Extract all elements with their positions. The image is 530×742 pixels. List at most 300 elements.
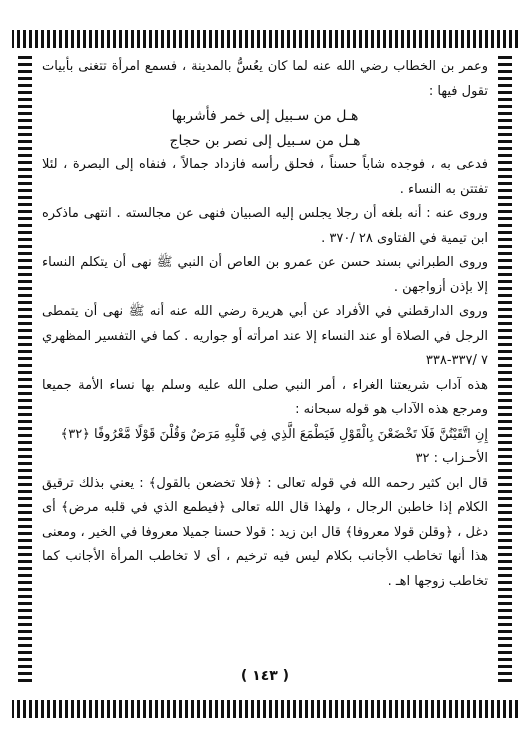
border-tick [498, 280, 512, 283]
border-tick [18, 525, 32, 528]
border-tick [18, 385, 32, 388]
border-tick [503, 30, 506, 48]
border-tick [287, 30, 290, 48]
border-tick [299, 30, 302, 48]
border-tick [293, 700, 296, 718]
border-tick [419, 700, 422, 718]
border-tick [18, 210, 32, 213]
border-tick [18, 595, 32, 598]
poem-verse-2: هـل من سـبيل إلى نصر بن حجاج [169, 132, 361, 149]
border-tick [498, 287, 512, 290]
border-tick [498, 112, 512, 115]
border-tick [461, 30, 464, 48]
border-tick [498, 343, 512, 346]
border-tick [347, 30, 350, 48]
border-tick [18, 469, 32, 472]
border-tick [323, 30, 326, 48]
border-tick [18, 511, 32, 514]
border-tick [498, 315, 512, 318]
border-tick [18, 266, 32, 269]
border-tick [89, 700, 92, 718]
border-tick [498, 532, 512, 535]
border-tick [498, 413, 512, 416]
border-tick [18, 539, 32, 542]
paragraph-ibn-taymiyya: وروى عنه : أنه بلغه أن رجلا يجلس إليه الصبيان فنهى عن مجالسته . انتهى ماذكره ابن تيمية في الفتاوى ٢٨ /٣٧٠ . [42, 206, 488, 246]
paragraph-daraqutni: وروى الدارقطني في الأفراد عن أبي هريرة رضي الله عنه أنه ﷺ نهى أن يتمطى الرجل في الصلاة أو عند النساء إلا عند امرأته أو جواريه . كما في التفسير المظهري ٧ /٣٣٧-٣٣٨ [42, 304, 488, 368]
border-tick [401, 30, 404, 48]
border-tick [18, 301, 32, 304]
border-tick [498, 658, 512, 661]
border-tick [18, 322, 32, 325]
border-tick [227, 700, 230, 718]
border-tick [498, 147, 512, 150]
border-tick [53, 700, 56, 718]
border-tick [287, 700, 290, 718]
border-tick [18, 371, 32, 374]
border-tick [47, 700, 50, 718]
border-tick [18, 238, 32, 241]
border-tick [119, 700, 122, 718]
border-tick [293, 30, 296, 48]
paragraph-adab: هذه آداب شريعتنا الغراء ، أمر النبي صلى الله عليه وسلم بها نساء الأمة جميعا ومرجع هذه الآداب هو قوله سبحانه : [42, 377, 488, 417]
border-tick [455, 30, 458, 48]
border-tick [18, 518, 32, 521]
border-tick [41, 30, 44, 48]
border-tick [503, 700, 506, 718]
border-tick [221, 30, 224, 48]
border-tick [18, 196, 32, 199]
border-tick [18, 588, 32, 591]
top-border [12, 30, 518, 48]
border-tick [18, 350, 32, 353]
border-tick [18, 189, 32, 192]
border-tick [498, 56, 512, 59]
border-tick [407, 700, 410, 718]
border-tick [498, 84, 512, 87]
border-tick [149, 30, 152, 48]
border-tick [245, 30, 248, 48]
border-tick [498, 245, 512, 248]
border-tick [498, 77, 512, 80]
border-tick [498, 581, 512, 584]
border-tick [365, 700, 368, 718]
border-tick [83, 30, 86, 48]
border-tick [18, 420, 32, 423]
border-tick [455, 700, 458, 718]
quran-verse: إِنِ اتَّقَيْتُنَّ فَلَا تَخْضَعْنَ بِالْقَوْلِ فَيَطْمَعَ الَّذِي فِي قَلْبِهِ مَرَضٌ وَقُلْنَ قَوْلًا مَّعْرُوفًا ﴿٣٢﴾ [60, 426, 488, 442]
border-tick [18, 553, 32, 556]
border-tick [389, 30, 392, 48]
border-tick [498, 308, 512, 311]
border-tick [203, 30, 206, 48]
border-tick [65, 700, 68, 718]
border-tick [23, 30, 26, 48]
border-tick [18, 84, 32, 87]
border-tick [383, 700, 386, 718]
border-tick [215, 30, 218, 48]
border-tick [498, 434, 512, 437]
border-tick [18, 602, 32, 605]
border-tick [498, 133, 512, 136]
border-tick [18, 112, 32, 115]
border-tick [498, 119, 512, 122]
border-tick [179, 700, 182, 718]
border-tick [275, 700, 278, 718]
border-tick [191, 700, 194, 718]
border-tick [498, 322, 512, 325]
border-tick [209, 700, 212, 718]
border-tick [18, 252, 32, 255]
border-tick [515, 700, 518, 718]
border-tick [179, 30, 182, 48]
border-tick [18, 658, 32, 661]
border-tick [395, 30, 398, 48]
left-border [18, 52, 32, 696]
border-tick [498, 511, 512, 514]
border-tick [377, 700, 380, 718]
border-tick [498, 224, 512, 227]
border-tick [443, 700, 446, 718]
border-tick [473, 700, 476, 718]
right-border [498, 52, 512, 696]
border-tick [18, 364, 32, 367]
border-tick [71, 30, 74, 48]
border-tick [18, 308, 32, 311]
border-tick [18, 217, 32, 220]
border-tick [498, 273, 512, 276]
border-tick [18, 413, 32, 416]
border-tick [413, 30, 416, 48]
border-tick [18, 259, 32, 262]
border-tick [18, 406, 32, 409]
border-tick [498, 350, 512, 353]
border-tick [498, 252, 512, 255]
border-tick [18, 483, 32, 486]
paragraph-umar: وعمر بن الخطاب رضي الله عنه لما كان يعُسُّ بالمدينة ، فسمع امرأة تتغنى بأبيات تقول فيها : [42, 59, 488, 99]
border-tick [18, 147, 32, 150]
border-tick [498, 175, 512, 178]
poem-verse-1: هـل من سـبيل إلى خمر فأشربها [171, 108, 359, 124]
border-tick [498, 497, 512, 500]
border-tick [498, 217, 512, 220]
border-tick [18, 119, 32, 122]
border-tick [125, 700, 128, 718]
border-tick [155, 700, 158, 718]
border-tick [17, 30, 20, 48]
page-number: ( ١٤٣ ) [240, 668, 290, 684]
border-tick [498, 371, 512, 374]
border-tick [498, 595, 512, 598]
border-tick [498, 392, 512, 395]
border-tick [498, 98, 512, 101]
border-tick [498, 539, 512, 542]
border-tick [18, 91, 32, 94]
border-tick [467, 700, 470, 718]
border-tick [498, 630, 512, 633]
border-tick [498, 182, 512, 185]
border-tick [498, 238, 512, 241]
border-tick [107, 30, 110, 48]
border-tick [18, 490, 32, 493]
border-tick [18, 126, 32, 129]
border-tick [185, 700, 188, 718]
border-tick [497, 30, 500, 48]
border-tick [498, 210, 512, 213]
border-tick [18, 567, 32, 570]
border-tick [365, 30, 368, 48]
border-tick [77, 700, 80, 718]
border-tick [498, 476, 512, 479]
border-tick [498, 196, 512, 199]
border-tick [101, 30, 104, 48]
border-tick [12, 700, 14, 718]
border-tick [515, 30, 518, 48]
border-tick [101, 700, 104, 718]
border-tick [437, 700, 440, 718]
border-tick [498, 448, 512, 451]
border-tick [299, 700, 302, 718]
border-tick [317, 700, 320, 718]
border-tick [18, 273, 32, 276]
border-tick [443, 30, 446, 48]
border-tick [425, 30, 428, 48]
border-tick [18, 224, 32, 227]
border-tick [149, 700, 152, 718]
border-tick [215, 700, 218, 718]
border-tick [498, 504, 512, 507]
border-tick [498, 105, 512, 108]
border-tick [65, 30, 68, 48]
border-tick [29, 30, 32, 48]
border-tick [498, 462, 512, 465]
border-tick [263, 30, 266, 48]
border-tick [407, 30, 410, 48]
border-tick [167, 30, 170, 48]
border-tick [257, 700, 260, 718]
border-tick [257, 30, 260, 48]
border-tick [18, 133, 32, 136]
border-tick [18, 392, 32, 395]
border-tick [35, 700, 38, 718]
border-tick [269, 30, 272, 48]
border-tick [18, 245, 32, 248]
border-tick [281, 700, 284, 718]
border-tick [498, 126, 512, 129]
border-tick [18, 280, 32, 283]
border-tick [17, 700, 20, 718]
border-tick [18, 630, 32, 633]
border-tick [329, 700, 332, 718]
border-tick [419, 30, 422, 48]
border-tick [18, 287, 32, 290]
border-tick [18, 399, 32, 402]
border-tick [18, 427, 32, 430]
border-tick [18, 651, 32, 654]
border-tick [245, 700, 248, 718]
border-tick [401, 700, 404, 718]
border-tick [498, 525, 512, 528]
border-tick [18, 644, 32, 647]
border-tick [18, 616, 32, 619]
border-tick [18, 329, 32, 332]
border-tick [18, 476, 32, 479]
border-tick [281, 30, 284, 48]
border-tick [498, 623, 512, 626]
border-tick [498, 63, 512, 66]
border-tick [41, 700, 44, 718]
border-tick [95, 700, 98, 718]
border-tick [18, 581, 32, 584]
border-tick [359, 700, 362, 718]
border-tick [221, 700, 224, 718]
border-tick [269, 700, 272, 718]
border-tick [18, 175, 32, 178]
border-tick [498, 385, 512, 388]
border-tick [498, 259, 512, 262]
border-tick [383, 30, 386, 48]
border-tick [18, 105, 32, 108]
border-tick [197, 700, 200, 718]
border-tick [263, 700, 266, 718]
border-tick [449, 30, 452, 48]
border-tick [473, 30, 476, 48]
border-tick [498, 378, 512, 381]
border-tick [131, 700, 134, 718]
border-tick [425, 700, 428, 718]
border-tick [89, 30, 92, 48]
border-tick [18, 343, 32, 346]
paragraph-tabarani: وروى الطبراني بسند حسن عن عمرو بن العاص أن النبي ﷺ نهى أن يتكلم النساء إلا بإذن أزواجهن . [42, 255, 488, 295]
border-tick [491, 700, 494, 718]
bottom-border [12, 700, 518, 718]
border-tick [18, 532, 32, 535]
border-tick [498, 140, 512, 143]
border-tick [498, 616, 512, 619]
border-tick [18, 504, 32, 507]
border-tick [335, 700, 338, 718]
border-tick [18, 574, 32, 577]
border-tick [498, 609, 512, 612]
border-tick [498, 651, 512, 654]
border-tick [95, 30, 98, 48]
border-tick [498, 329, 512, 332]
border-tick [491, 30, 494, 48]
border-tick [143, 30, 146, 48]
border-tick [498, 490, 512, 493]
border-tick [18, 98, 32, 101]
border-tick [113, 700, 116, 718]
border-tick [161, 30, 164, 48]
border-tick [498, 427, 512, 430]
border-tick [18, 455, 32, 458]
border-tick [167, 700, 170, 718]
border-tick [203, 700, 206, 718]
border-tick [497, 700, 500, 718]
border-tick [498, 301, 512, 304]
border-tick [498, 637, 512, 640]
border-tick [317, 30, 320, 48]
border-tick [233, 700, 236, 718]
border-tick [59, 700, 62, 718]
border-tick [71, 700, 74, 718]
border-tick [131, 30, 134, 48]
border-tick [18, 637, 32, 640]
border-tick [498, 168, 512, 171]
border-tick [431, 700, 434, 718]
border-tick [47, 30, 50, 48]
border-tick [498, 294, 512, 297]
border-tick [498, 266, 512, 269]
border-tick [353, 30, 356, 48]
border-tick [413, 700, 416, 718]
border-tick [18, 231, 32, 234]
border-tick [18, 448, 32, 451]
border-tick [18, 203, 32, 206]
border-tick [347, 700, 350, 718]
border-tick [155, 30, 158, 48]
border-tick [18, 357, 32, 360]
border-tick [437, 30, 440, 48]
border-tick [498, 546, 512, 549]
border-tick [161, 700, 164, 718]
border-tick [479, 700, 482, 718]
border-tick [509, 30, 512, 48]
border-tick [18, 609, 32, 612]
border-tick [251, 30, 254, 48]
border-tick [18, 182, 32, 185]
border-tick [467, 30, 470, 48]
border-tick [431, 30, 434, 48]
border-tick [83, 700, 86, 718]
border-tick [498, 161, 512, 164]
border-tick [197, 30, 200, 48]
border-tick [498, 602, 512, 605]
border-tick [498, 154, 512, 157]
border-tick [18, 336, 32, 339]
border-tick [191, 30, 194, 48]
border-tick [498, 455, 512, 458]
border-tick [498, 406, 512, 409]
border-tick [59, 30, 62, 48]
border-tick [498, 560, 512, 563]
border-tick [107, 700, 110, 718]
border-tick [498, 567, 512, 570]
border-tick [498, 231, 512, 234]
border-tick [12, 30, 14, 48]
border-tick [359, 30, 362, 48]
border-tick [275, 30, 278, 48]
border-tick [35, 30, 38, 48]
border-tick [371, 700, 374, 718]
border-tick [341, 700, 344, 718]
border-tick [227, 30, 230, 48]
border-tick [239, 30, 242, 48]
border-tick [498, 357, 512, 360]
border-tick [498, 399, 512, 402]
border-tick [77, 30, 80, 48]
border-tick [143, 700, 146, 718]
border-tick [119, 30, 122, 48]
border-tick [29, 700, 32, 718]
border-tick [251, 700, 254, 718]
border-tick [18, 140, 32, 143]
border-tick [498, 644, 512, 647]
border-tick [449, 700, 452, 718]
border-tick [498, 70, 512, 73]
border-tick [498, 469, 512, 472]
border-tick [18, 623, 32, 626]
border-tick [23, 700, 26, 718]
